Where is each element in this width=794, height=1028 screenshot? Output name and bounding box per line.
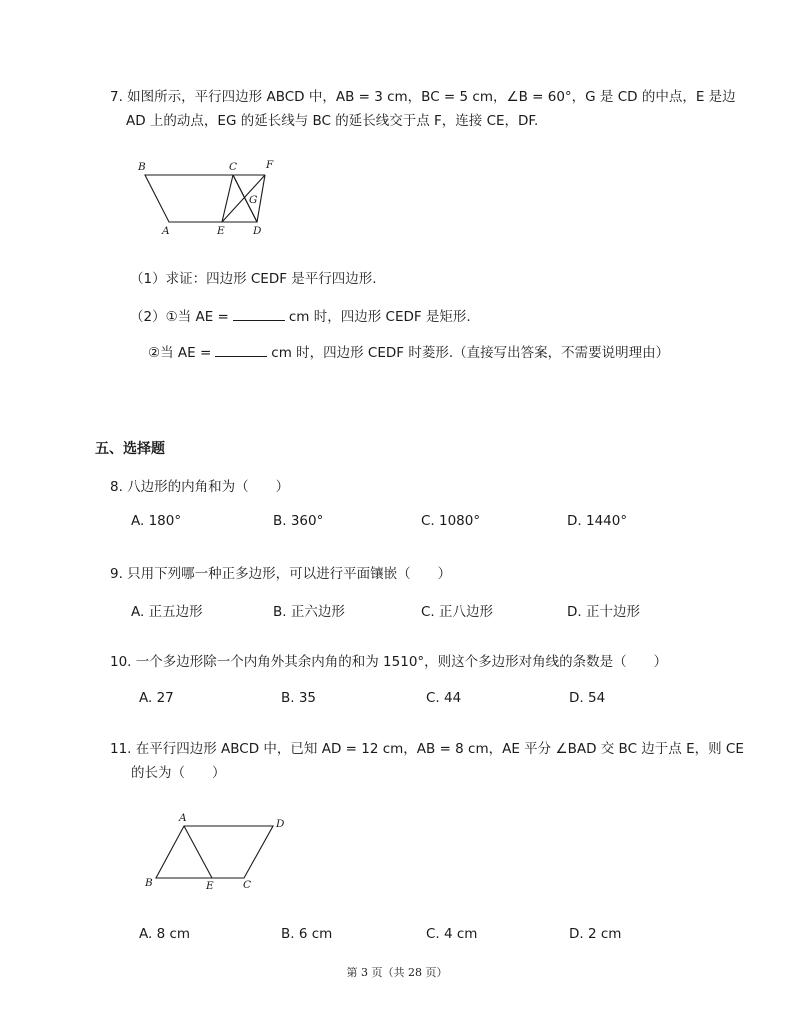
q7-figure: [130, 156, 290, 240]
q7-label-e: E: [217, 225, 225, 237]
q11-option-b[interactable]: B. 6 cm: [281, 926, 333, 942]
q7-answer-blank-2[interactable]: [215, 342, 267, 357]
q11-figure: [140, 808, 300, 894]
q8-option-a[interactable]: A. 180°: [131, 513, 182, 529]
q8-stem: 8. 八边形的内角和为（ ）: [110, 479, 290, 495]
q7-segment-ce: [222, 175, 233, 222]
q7-part2-suffix: cm 时，四边形 CEDF 是矩形.: [288, 309, 471, 325]
q7-label-a: A: [162, 225, 170, 237]
q11-label-a: A: [179, 812, 187, 824]
q7-part2-prefix: （2）①当 AE =: [130, 309, 229, 325]
q9-option-d[interactable]: D. 正十边形: [567, 604, 640, 620]
q11-line1: 11. 在平行四边形 ABCD 中，已知 AD = 12 cm，AB = 8 cm，AE 平分 ∠BAD 交 BC 边于点 E，则 CE: [110, 741, 744, 757]
q7-label-g: G: [249, 194, 258, 206]
q11-option-d[interactable]: D. 2 cm: [569, 926, 622, 942]
q7-parallelogram-abcd: [145, 175, 257, 222]
q7-label-f: F: [266, 159, 274, 171]
q11-option-c[interactable]: C. 4 cm: [426, 926, 478, 942]
q11-line2: 的长为（ ）: [131, 765, 226, 781]
q11-option-a[interactable]: A. 8 cm: [139, 926, 191, 942]
q10-option-d[interactable]: D. 54: [569, 690, 606, 706]
q7-part3-suffix: cm 时，四边形 CEDF 时菱形.（直接写出答案，不需要说明理由）: [271, 345, 670, 361]
q9-option-a[interactable]: A. 正五边形: [131, 604, 203, 620]
q7-part2: [130, 306, 471, 326]
q11-segment-ae: [184, 826, 212, 878]
q7-line2: AD 上的动点，EG 的延长线与 BC 的延长线交于点 F，连接 CE，DF.: [126, 113, 539, 129]
q9-stem: 9. 只用下列哪一种正多边形，可以进行平面镶嵌（ ）: [110, 566, 452, 582]
q11-label-e: E: [206, 880, 214, 892]
q10-option-c[interactable]: C. 44: [426, 690, 462, 706]
q9-option-c[interactable]: C. 正八边形: [421, 604, 494, 620]
q7-part3-prefix: ②当 AE =: [148, 345, 212, 361]
q7-label-b: B: [138, 161, 146, 173]
q7-part1: （1）求证：四边形 CEDF 是平行四边形.: [130, 271, 377, 287]
q7-label-c: C: [229, 161, 238, 173]
page-footer: 第 3 页（共 28 页）: [346, 966, 448, 979]
q10-option-a[interactable]: A. 27: [139, 690, 174, 706]
q11-label-b: B: [145, 877, 153, 889]
q7-label-d: D: [253, 225, 262, 237]
q10-stem: 10. 一个多边形除一个内角外其余内角的和为 1510°，则这个多边形对角线的条数是（ ）: [110, 654, 668, 670]
q11-label-d: D: [276, 818, 285, 830]
q7-answer-blank-1[interactable]: [233, 306, 285, 321]
q10-option-b[interactable]: B. 35: [281, 690, 317, 706]
q11-label-c: C: [243, 879, 252, 891]
section-title: 五、选择题: [95, 441, 165, 457]
q8-option-d[interactable]: D. 1440°: [567, 513, 628, 529]
q8-option-c[interactable]: C. 1080°: [421, 513, 481, 529]
q8-option-b[interactable]: B. 360°: [273, 513, 324, 529]
q11-parallelogram-abcd: [156, 826, 273, 878]
q7-line1: 7. 如图所示，平行四边形 ABCD 中，AB = 3 cm，BC = 5 cm，∠B = 60°，G 是 CD 的中点，E 是边: [110, 89, 736, 105]
q7-part3: [148, 342, 669, 362]
q9-option-b[interactable]: B. 正六边形: [273, 604, 345, 620]
